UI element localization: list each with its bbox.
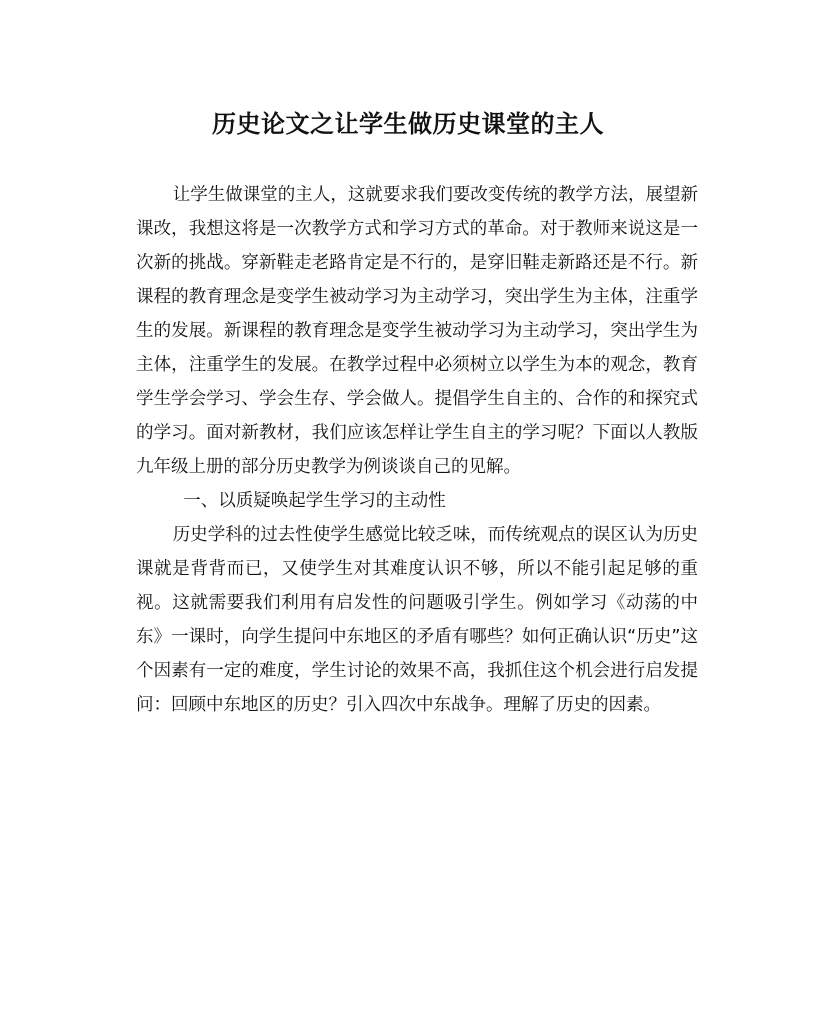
section-heading: 一、以质疑唤起学生学习的主动性 — [183, 491, 446, 511]
paragraph-section-1: 历史学科的过去性使学生感觉比较乏味，而传统观点的误区认为历史课就是背背而已，又使学生对其难度认识不够，所以不能引起足够的重视。这就需要我们利用有启发性的问题吸引学生。例如学习《动荡的中东》一课时，向学生提问中东地区的矛盾有哪些？如何正确认识“历史”这个因素有一定的难度，学生讨论的效果不高，我抓住这个机会进行启发提问：回顾中东地区的历史？引入四次中东战争。理解了历史的因素。 — [136, 525, 698, 715]
paragraph-intro: 让学生做课堂的主人，这就要求我们要改变传统的教学方法，展望新课改，我想这将是一次教学方式和学习方式的革命。对于教师来说这是一次新的挑战。穿新鞋走老路肯定是不行的，是穿旧鞋走新路还是不行。新课程的教育理念是变学生被动学习为主动学习，突出学生为主体，注重学生的发展。新课程的教育理念是变学生被动学习为主动学习，突出学生为主体，注重学生的发展。在教学过程中必须树立以学生为本的观念，教育学生学会学习、学会生存、学会做人。提倡学生自主的、合作的和探究式的学习。面对新教材，我们应该怎样让学生自主的学习呢？下面以人教版九年级上册的部分历史教学为例谈谈自己的见解。 — [136, 185, 698, 477]
document-title: 历史论文之让学生做历史课堂的主人 — [212, 109, 604, 138]
document-body — [136, 178, 698, 722]
